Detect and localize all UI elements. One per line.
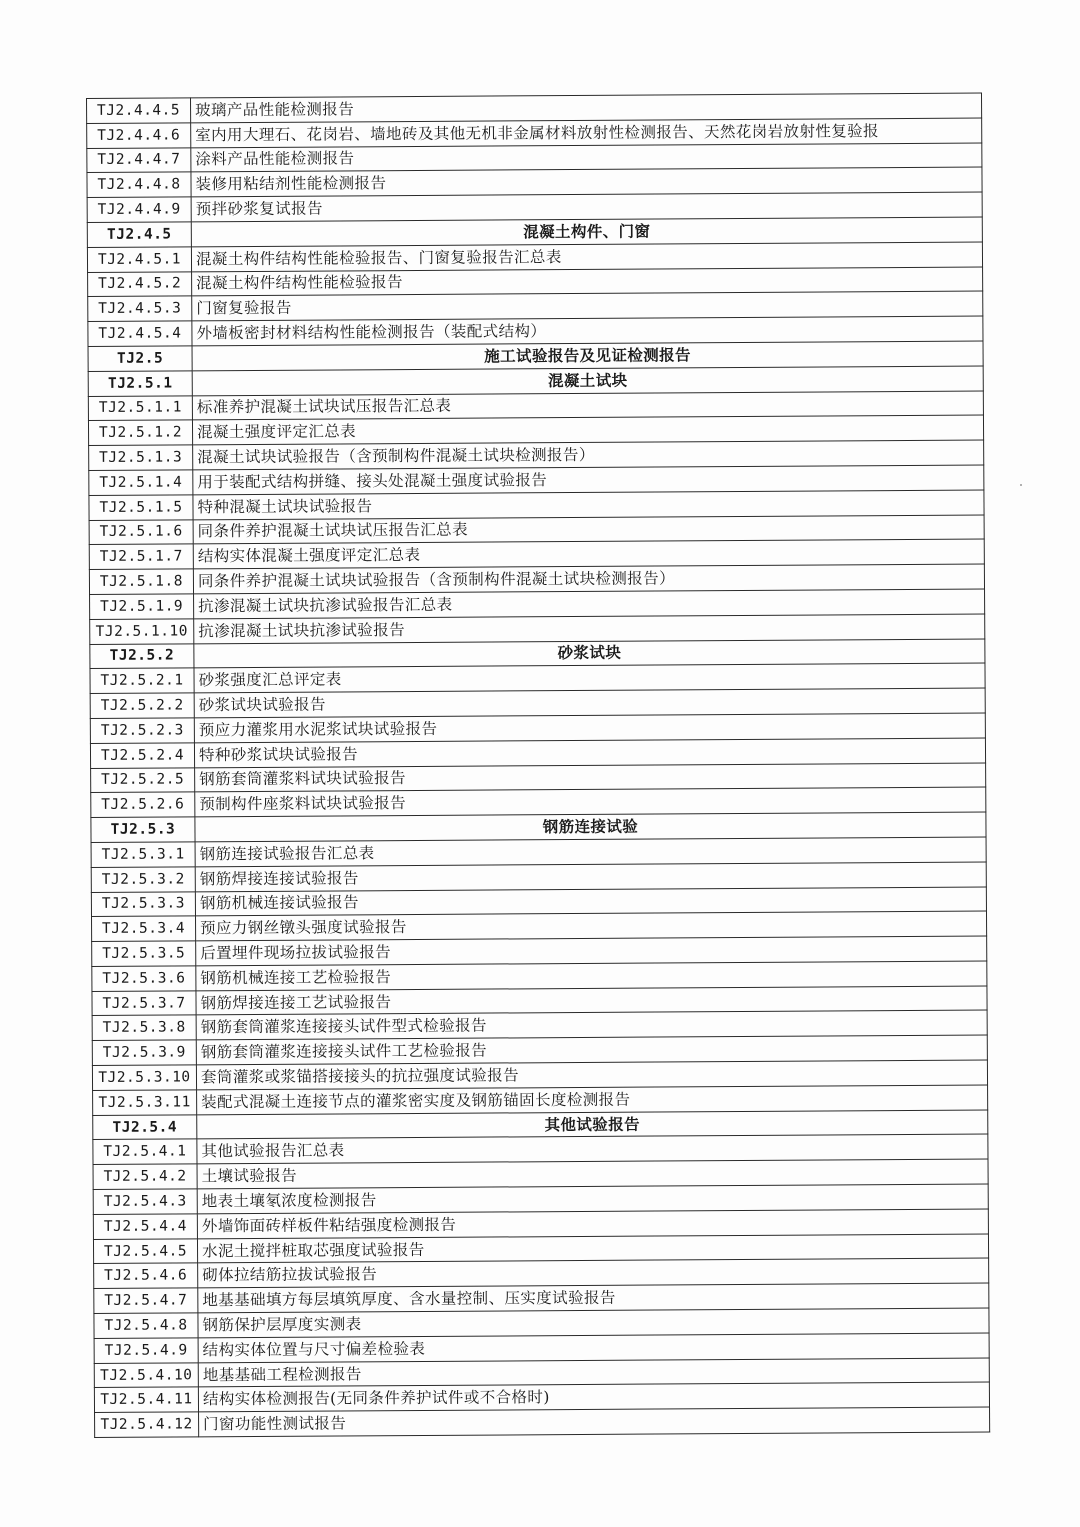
row-code: TJ2.5.3.5 (92, 941, 196, 966)
row-code: TJ2.5.3.2 (91, 867, 195, 892)
row-code: TJ2.5.1.7 (89, 544, 193, 569)
row-description: 混凝土试块试验报告（含预制构件混凝土试块检测报告） (193, 440, 984, 470)
row-code: TJ2.5.3.10 (92, 1065, 196, 1090)
row-description: 室内用大理石、花岗岩、墙地砖及其他无机非金属材料放射性检测报告、天然花岗岩放射性复验报 (191, 118, 982, 148)
row-code: TJ2.4.5.2 (88, 271, 192, 296)
row-description: 水泥土搅拌桩取芯强度试验报告 (197, 1234, 988, 1264)
row-code: TJ2.5.2.6 (91, 792, 195, 817)
row-code: TJ2.5.3.9 (92, 1040, 196, 1065)
scan-speck (1020, 484, 1022, 486)
row-description: 装修用粘结剂性能检测报告 (191, 167, 982, 197)
section-title: 施工试验报告及见证检测报告 (192, 341, 983, 371)
row-description: 钢筋保护层厚度实测表 (198, 1308, 989, 1338)
row-description: 抗渗混凝土试块抗渗试验报告汇总表 (194, 589, 985, 619)
row-description: 结构实体检测报告(无同条件养护试件或不合格时) (198, 1382, 989, 1412)
row-description: 地表土壤氡浓度检测报告 (197, 1184, 988, 1214)
row-code: TJ2.5 (88, 346, 192, 371)
section-title: 其他试验报告 (197, 1110, 988, 1140)
row-description: 地基基础填方每层填筑厚度、含水量控制、压实度试验报告 (198, 1283, 989, 1313)
row-description: 地基基础工程检测报告 (198, 1358, 989, 1388)
row-description: 后置埋件现场拉拔试验报告 (196, 936, 987, 966)
row-code: TJ2.5.1.1 (88, 395, 192, 420)
row-code: TJ2.5.3.8 (92, 1015, 196, 1040)
row-code: TJ2.5.3.6 (92, 966, 196, 991)
row-code: TJ2.5.4.4 (93, 1214, 197, 1239)
row-description: 门窗功能性测试报告 (199, 1407, 990, 1437)
row-description: 涂料产品性能检测报告 (191, 143, 982, 173)
row-code: TJ2.5.2.3 (90, 718, 194, 743)
row-description: 同条件养护混凝土试块试压报告汇总表 (193, 515, 984, 545)
row-code: TJ2.5.4.2 (93, 1164, 197, 1189)
row-description: 土壤试验报告 (197, 1159, 988, 1189)
row-code: TJ2.4.5.4 (88, 321, 192, 346)
row-code: TJ2.5.4.7 (94, 1288, 198, 1313)
row-description: 用于装配式结构拼缝、接头处混凝土强度试验报告 (193, 465, 984, 495)
row-code: TJ2.5.1.8 (89, 569, 193, 594)
document-index-table (86, 93, 990, 1438)
row-code: TJ2.5.1 (88, 371, 192, 396)
row-code: TJ2.5.4.12 (95, 1412, 199, 1437)
row-description: 混凝土构件结构性能检验报告、门窗复验报告汇总表 (191, 242, 982, 272)
row-code: TJ2.4.4.6 (87, 123, 191, 148)
row-code: TJ2.5.3.4 (92, 916, 196, 941)
row-description: 砂浆强度汇总评定表 (194, 663, 985, 693)
row-code: TJ2.5.2.5 (91, 767, 195, 792)
row-code: TJ2.5.4 (93, 1115, 197, 1140)
row-code: TJ2.5.2.2 (90, 693, 194, 718)
row-description: 预应力灌浆用水泥浆试块试验报告 (194, 713, 985, 743)
row-code: TJ2.5.4.10 (94, 1362, 198, 1387)
row-description: 玻璃产品性能检测报告 (191, 93, 982, 123)
row-code: TJ2.5.1.3 (89, 445, 193, 470)
row-code: TJ2.5.1.4 (89, 470, 193, 495)
row-description: 钢筋机械连接工艺检验报告 (196, 961, 987, 991)
row-description: 钢筋焊接连接试验报告 (195, 862, 986, 892)
row-description: 其他试验报告汇总表 (197, 1134, 988, 1164)
section-title: 混凝土试块 (192, 366, 983, 396)
table-row (95, 1407, 990, 1437)
row-code: TJ2.4.4.5 (87, 98, 191, 123)
row-description: 钢筋焊接连接工艺试验报告 (196, 986, 987, 1016)
row-code: TJ2.5.4.3 (93, 1189, 197, 1214)
row-description: 外墙饰面砖样板件粘结强度检测报告 (197, 1209, 988, 1239)
row-description: 预应力钢丝镦头强度试验报告 (195, 911, 986, 941)
row-code: TJ2.4.4.8 (87, 172, 191, 197)
row-code: TJ2.4.5.3 (88, 296, 192, 321)
row-description: 预制构件座浆料试块试验报告 (195, 787, 986, 817)
row-description: 钢筋机械连接试验报告 (195, 887, 986, 917)
row-description: 结构实体位置与尺寸偏差检验表 (198, 1333, 989, 1363)
row-code: TJ2.4.4.7 (87, 147, 191, 172)
row-description: 钢筋套筒灌浆料试块试验报告 (195, 763, 986, 793)
section-title: 钢筋连接试验 (195, 812, 986, 842)
table-body (87, 93, 990, 1437)
section-title: 砂浆试块 (194, 639, 985, 669)
row-description: 装配式混凝土连接节点的灌浆密实度及钢筋锚固长度检测报告 (197, 1085, 988, 1115)
row-code: TJ2.4.4.9 (87, 197, 191, 222)
row-description: 预拌砂浆复试报告 (191, 192, 982, 222)
row-description: 砌体拉结筋拉拔试验报告 (198, 1258, 989, 1288)
row-description: 砂浆试块试验报告 (194, 688, 985, 718)
row-description: 钢筋连接试验报告汇总表 (195, 837, 986, 867)
row-description: 钢筋套筒灌浆连接接头试件工艺检验报告 (196, 1035, 987, 1065)
row-code: TJ2.5.1.5 (89, 495, 193, 520)
row-description: 同条件养护混凝土试块试验报告（含预制构件混凝土试块检测报告） (193, 564, 984, 594)
row-code: TJ2.5.1.6 (89, 519, 193, 544)
row-description: 特种混凝土试块试验报告 (193, 490, 984, 520)
row-code: TJ2.5.2.1 (90, 668, 194, 693)
row-code: TJ2.5.2.4 (90, 743, 194, 768)
row-description: 套筒灌浆或浆锚搭接接头的抗拉强度试验报告 (196, 1060, 987, 1090)
row-code: TJ2.5.4.6 (94, 1263, 198, 1288)
row-code: TJ2.5.4.5 (93, 1238, 197, 1263)
row-description: 混凝土构件结构性能检验报告 (192, 267, 983, 297)
row-description: 门窗复验报告 (192, 291, 983, 321)
row-description: 钢筋套筒灌浆连接接头试件型式检验报告 (196, 1010, 987, 1040)
row-code: TJ2.5.1.2 (88, 420, 192, 445)
row-description: 抗渗混凝土试块抗渗试验报告 (194, 614, 985, 644)
row-description: 标准养护混凝土试块试压报告汇总表 (192, 391, 983, 421)
row-code: TJ2.5.1.9 (90, 594, 194, 619)
row-code: TJ2.5.1.10 (90, 619, 194, 644)
row-description: 特种砂浆试块试验报告 (194, 738, 985, 768)
row-description: 结构实体混凝土强度评定汇总表 (193, 539, 984, 569)
row-code: TJ2.5.4.8 (94, 1313, 198, 1338)
row-code: TJ2.5.4.11 (94, 1387, 198, 1412)
row-code: TJ2.5.3.1 (91, 842, 195, 867)
row-code: TJ2.4.5.1 (87, 247, 191, 272)
row-description: 混凝土强度评定汇总表 (192, 415, 983, 445)
row-description: 外墙板密封材料结构性能检测报告（装配式结构） (192, 316, 983, 346)
row-code: TJ2.5.3.3 (91, 891, 195, 916)
row-code: TJ2.5.3.7 (92, 991, 196, 1016)
row-code: TJ2.5.3 (91, 817, 195, 842)
row-code: TJ2.5.2 (90, 643, 194, 668)
row-code: TJ2.5.4.9 (94, 1338, 198, 1363)
section-title: 混凝土构件、门窗 (191, 217, 982, 247)
row-code: TJ2.5.4.1 (93, 1139, 197, 1164)
row-code: TJ2.4.5 (87, 222, 191, 247)
row-code: TJ2.5.3.11 (93, 1090, 197, 1115)
